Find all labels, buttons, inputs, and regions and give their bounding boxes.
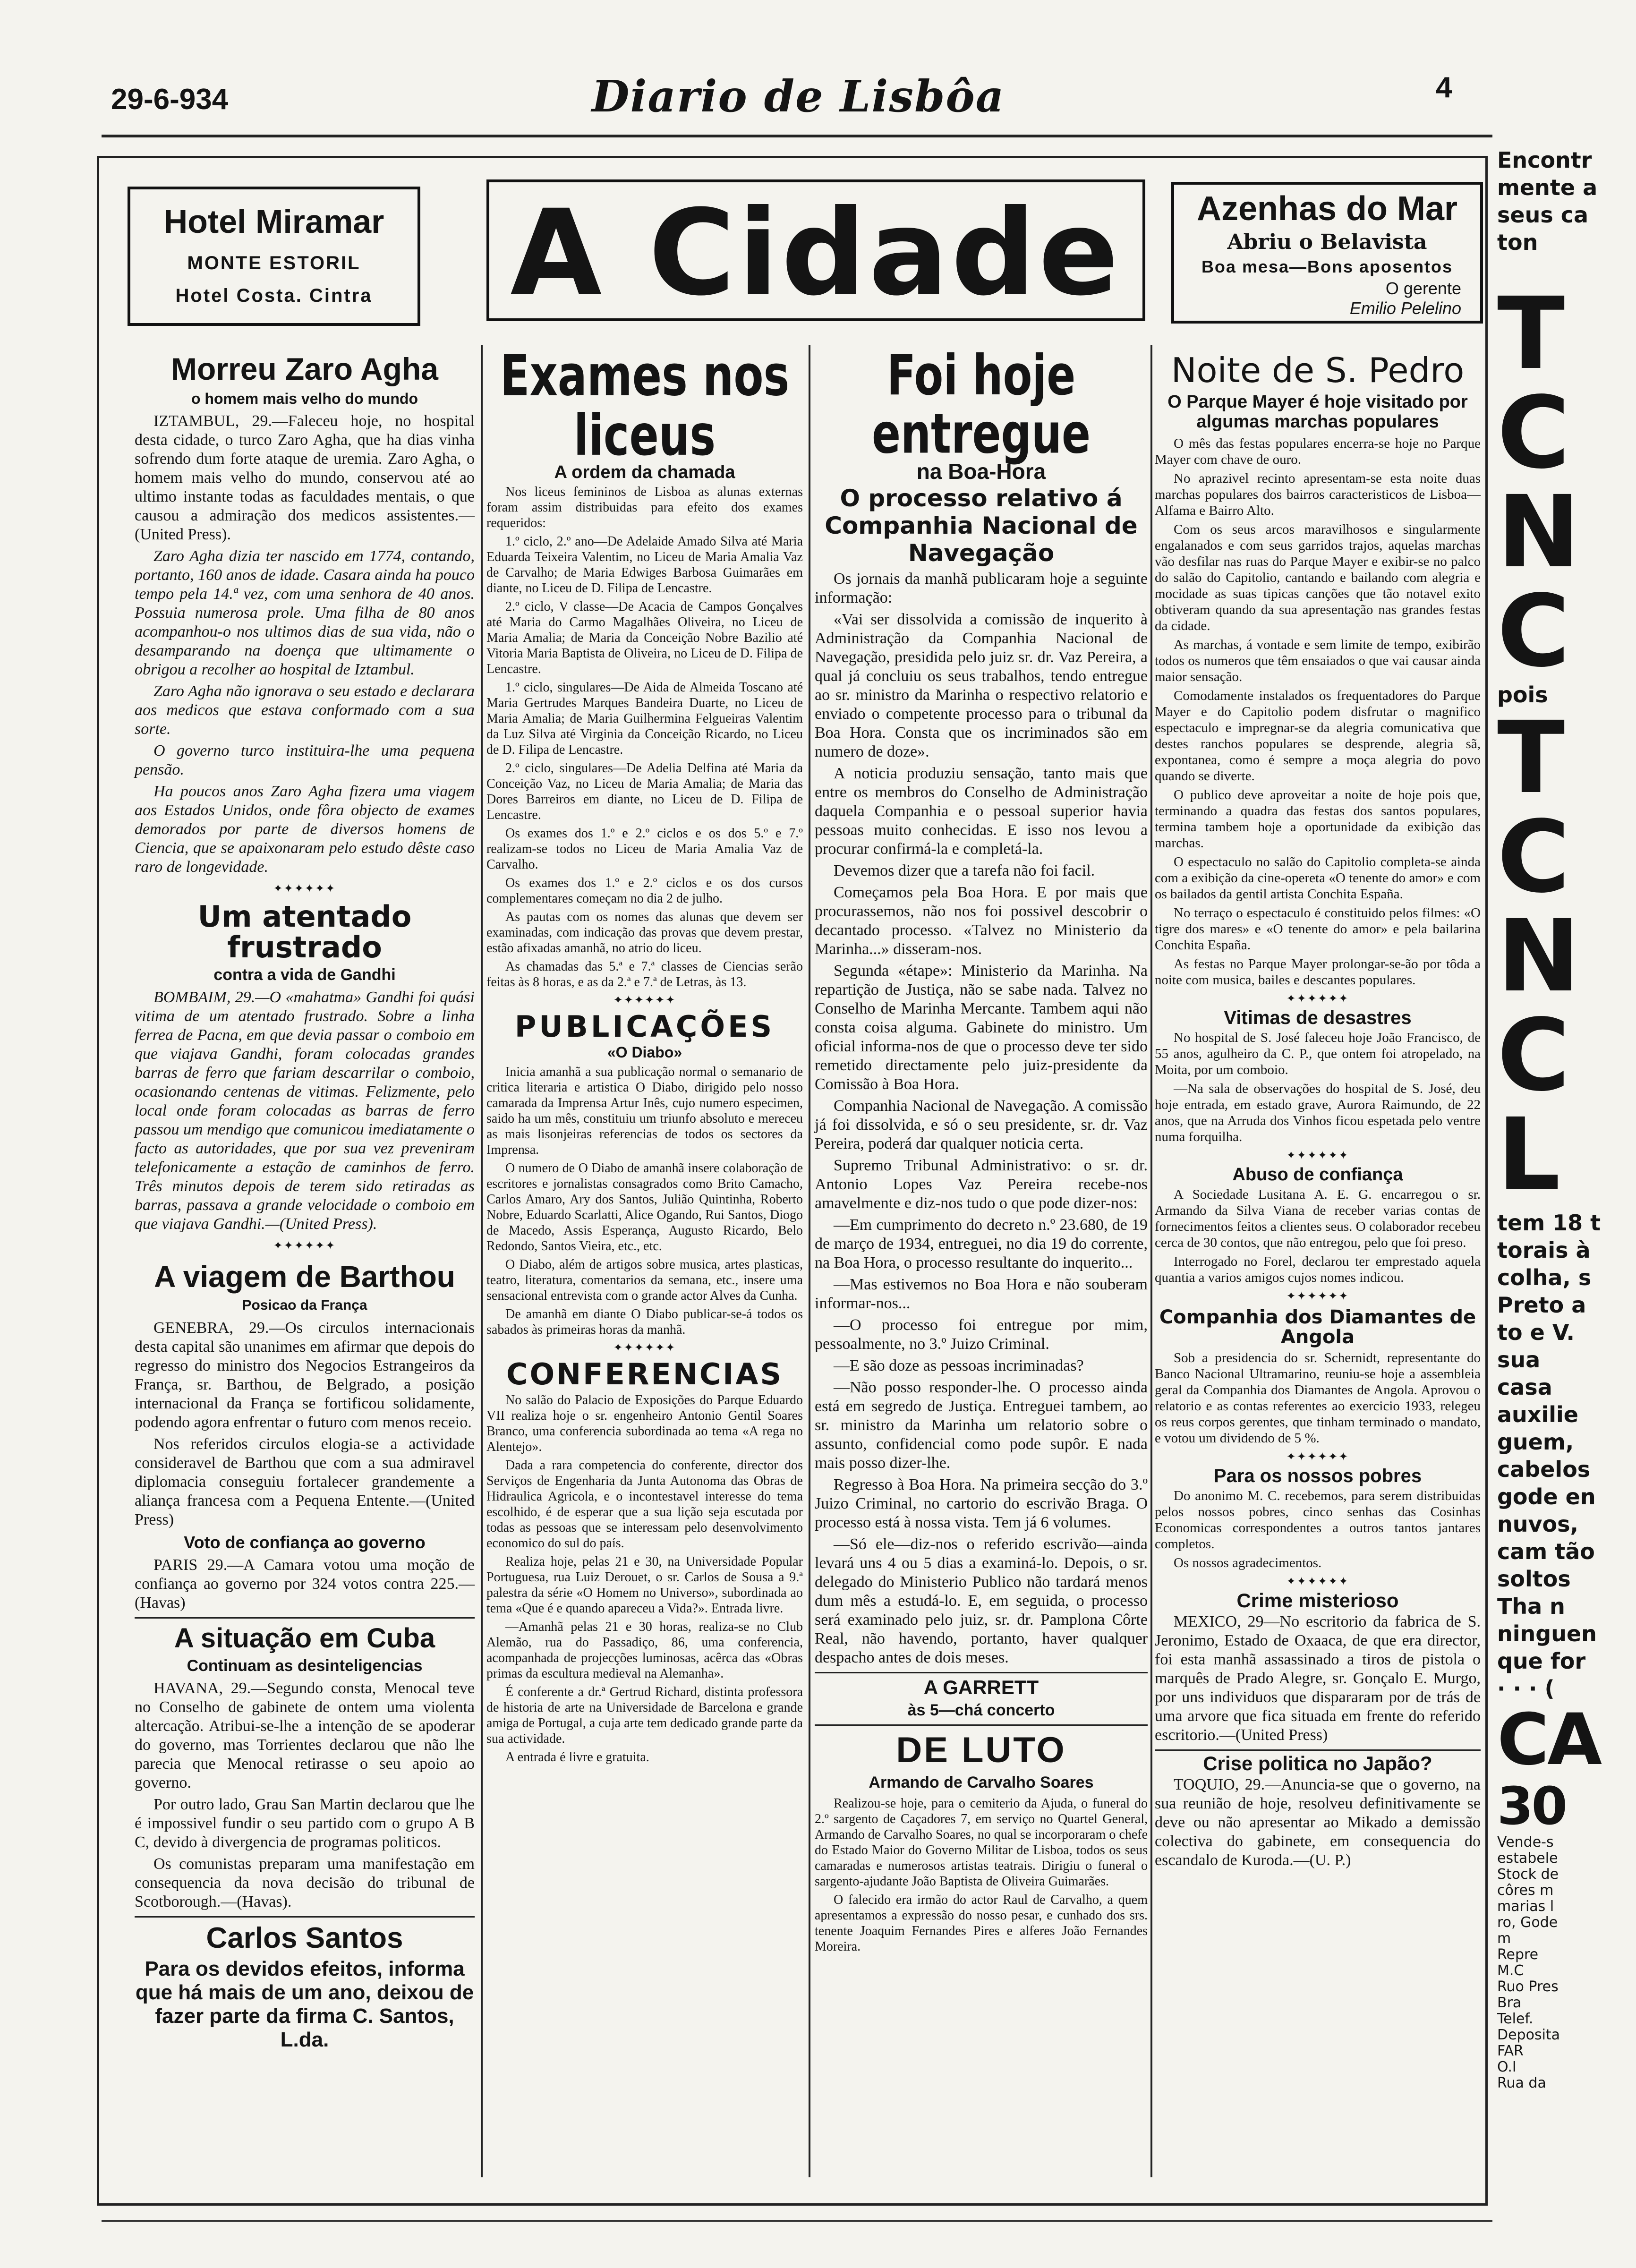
separator-ornament: ✦✦✦✦✦✦ — [1286, 1150, 1349, 1162]
edge-text: colha, s — [1497, 1265, 1592, 1290]
article-paragraph: As festas no Parque Mayer prolongar-se-ão por tôda a noite com musica, bailes e descantes populares. — [1155, 956, 1481, 988]
article-paragraph: «Vai ser dissolvida a comissão de inquerito à Administração da Companhia Nacional de Navegação, presidida pelo juiz sr. dr. Vaz Pereira, a qual já concluiu os seus trabalhos, tendo entregue ao sr. ministro da Marinha o respectivo relatorio e enviado o competente processo para o tribunal da Boa Hora. Consta que os incriminados são em numero de doze». — [815, 611, 1148, 760]
headline-cuba: A situação em Cuba — [174, 1623, 435, 1654]
article-paragraph: Realizou-se hoje, para o cemiterio da Ajuda, o funeral do 2.º sargento de Caçadores 7, em serviço no Quartel General, Armando de Carvalho Soares, no qual se incorporaram o chefe do Estado Maior do Governo Militar de Lisboa, todos os seus camaradas e numerosos artistas teatrais. Dirigiu o funeral o sargento-ajudante João Baptista de Oliveira Guimarães. — [815, 1796, 1148, 1889]
article-paragraph: 2.º ciclo, singulares—De Adelia Delfina até Maria da Conceição Vaz, no Liceu de Maria Amalia; de Maria das Dores Barreiros em diante, no Liceu de D. Filipa de Lencastre. — [486, 761, 803, 823]
article-paragraph: Inicia amanhã a sua publicação normal o semanario de critica literaria e artistica O Diabo, dirigido pelo nosso camarada da Imprensa Artur Inês, cujo numero especimen, saido ha um mês, constituiu um triunfo absoluto e mereceu as mais lisonjeiras referencias de todos os sectores da Imprensa. — [486, 1065, 803, 1158]
headline-zaro-agha: Morreu Zaro Agha — [171, 351, 438, 386]
edge-text: Bra — [1497, 1995, 1522, 2011]
subhead-cuba: Continuam as desinteligencias — [187, 1656, 423, 1675]
article-paragraph: Por outro lado, Grau San Martin declarou que lhe é impossivel fundir o seu partido com o grupo A B C, devido à divergencia de programas politicos. — [135, 1795, 475, 1851]
article-paragraph: —Mas estivemos no Boa Hora e não souberam informar-nos... — [815, 1276, 1148, 1312]
newspaper-title: Diario de Lisbôa — [591, 71, 1005, 122]
article-paragraph: Devemos dizer que a tarefa não foi facil. — [834, 862, 1095, 879]
section-rule — [1155, 1749, 1481, 1751]
edge-letter: T — [1497, 700, 1563, 816]
section-rule — [135, 1916, 475, 1918]
article-paragraph: Sob a presidencia do sr. Schernidt, representante do Banco Nacional Ultramarino, reuniu-se hoje a assembleia geral da Companhia dos Diamantes de Angola. Aprovou o relatorio e as contas referentes ao exercicio 1933, relegeu os reus corpos gerentes, que tinham terminado o mandato, e votou um dividendo de 5 %. — [1155, 1350, 1481, 1446]
edge-text: M.C — [1497, 1962, 1524, 1979]
edge-text: Telef. — [1497, 2011, 1534, 2027]
ad-miramar-title: Hotel Miramar — [163, 203, 384, 240]
article-paragraph: —Só ele—diz-nos o referido escrivão—ainda levará uns 4 ou 5 dias a examiná-lo. Depois, o sr. delegado do Ministerio Publico não tardará menos dum mês a estudá-lo. E, em seguida, o processo será examinado pelo juiz, sr. dr. Pamplona Côrte Real, não havendo, portanto, haver qualquer despacho antes de dois meses. — [815, 1535, 1148, 1666]
article-paragraph: —Na sala de observações do hospital de S. José, deu hoje entrada, em estado grave, Aurora Raimundo, de 22 anos, que na Arruda dos Vinhos ficou espetada pelo ventre numa forquilha. — [1155, 1081, 1481, 1145]
headline-conferencias: CONFERENCIAS — [506, 1357, 783, 1392]
ad-miramar-line2: Hotel Costa. Cintra — [175, 285, 373, 306]
edge-letter: T — [1497, 276, 1563, 392]
separator-ornament: ✦✦✦✦✦✦ — [1286, 1576, 1349, 1588]
article-paragraph: —E são doze as pessoas incriminadas? — [834, 1357, 1084, 1374]
ad-a-cidade: A Cidade — [486, 179, 1145, 321]
edge-text: Stock de — [1497, 1866, 1559, 1883]
article-paragraph: BOMBAIM, 29.—O «mahatma» Gandhi foi quási vitima de um atentado frustrado. Sobre a linha ferrea de Pacna, em que devia passar o comboio em que viajava Gandhi, foram colocadas grandes barras de ferro que fariam descarrilar o comboio, ocasionando centenas de vitimas. Felizmente, pelo local onde foram colocadas as barras de ferro passou um mendigo que comunicou imediatamente o facto as autoridades, que por sua vez preveniram telefonicamente a estação de caminhos de ferro. Três minutos depois de terem sido retiradas as barras, passava a grande velocidade o comboio em que viajava Gandhi.—(United Press). — [135, 988, 475, 1233]
subhead-processo: O processo relativo á Companhia Nacional de Navegação — [825, 485, 1138, 567]
article-paragraph: Companhia Nacional de Navegação. A comissão já foi dissolvida, e só o seu presidente, sr. dr. Vaz Pereira, poderá dar qualquer noticia certa. — [815, 1097, 1148, 1152]
article-paragraph: A Sociedade Lusitana A. E. G. encarregou o sr. Armando da Silva Viana de receber varias contas de fornecimentos feitos a clientes seus. O colaborador recebeu cerca de 30 contos, que não entregou, pelo que foi preso. — [1155, 1187, 1481, 1251]
separator-ornament: ✦✦✦✦✦✦ — [1286, 993, 1349, 1006]
column-divider — [481, 345, 483, 2177]
edge-text: ninguen — [1497, 1621, 1597, 1646]
article-paragraph: As chamadas das 5.ª e 7.ª classes de Ciencias serão feitas às 8 horas, e as da 2.ª e 7.ª de Letras, às 13. — [486, 959, 803, 990]
adjacent-page-edge — [1497, 146, 1636, 2225]
edge-text: nuvos, — [1497, 1511, 1578, 1537]
subhead-ordem-chamada: A ordem da chamada — [554, 462, 735, 483]
subhead-zaro-agha: o homem mais velho do mundo — [191, 390, 418, 407]
headline-nossos-pobres: Para os nossos pobres — [1213, 1466, 1422, 1487]
edge-text: · · · ( — [1497, 1676, 1555, 1701]
separator-ornament: ✦✦✦✦✦✦ — [273, 1239, 336, 1252]
edge-text: casa — [1497, 1374, 1552, 1400]
edge-text: Ruo Pres — [1497, 1978, 1559, 1995]
subhead-o-diabo: «O Diabo» — [607, 1044, 682, 1061]
ad-azenhas-line4: Emilio Pelelino — [1349, 298, 1461, 318]
article-paragraph: A entrada é livre e gratuita. — [505, 1750, 649, 1765]
edge-text: gode en — [1497, 1484, 1596, 1509]
article-paragraph: O falecido era irmão do actor Raul de Carvalho, a quem apresentamos a expressão do nosso pesar, e cunhado dos srs. tenente Joaquim Fernandes Pires e alferes João Fernandes Moreira. — [815, 1892, 1148, 1954]
article-paragraph: IZTAMBUL, 29.—Faleceu hoje, no hospital desta cidade, o turco Zaro Agha, que ha dias vinha sofrendo dum forte ataque de uremia. Zaro Agha, o homem mais velho do mundo, conservou até ao ultimo instante todas as faculdades mentais, o que causou a admiração dos medicos assistentes.—(United Press). — [135, 412, 475, 543]
column-2 — [486, 343, 803, 1768]
article-paragraph: Os jornais da manhã publicaram hoje a seguinte informação: — [815, 570, 1148, 606]
article-paragraph: HAVANA, 29.—Segundo consta, Menocal teve no Conselho de gabinete de ontem uma violenta altercação. Atribui-se-lhe a intenção de se apoderar do governo, mas Torrientes declarou que não lhe parecia que Menocal retirasse o seu apoio ao governo. — [135, 1679, 475, 1791]
article-paragraph: Regresso à Boa Hora. Na primeira secção do 3.º Juizo Criminal, no cartorio do escrivão Braga. O processo está à nossa vista. Tem já 6 volumes. — [815, 1476, 1148, 1531]
article-paragraph: O numero de O Diabo de amanhã insere colaboração de escritores e jornalistas consagrados como Brito Camacho, Carlos Amaro, Ary dos Santos, Julião Quintinha, Roberto Nobre, Eduardo Scarlatti, Alice Ogando, Rui Santos, Diogo de Macedo, Assis Esperança, Augusto Ricardo, Belo Redondo, Santos Vieira, etc., etc. — [486, 1161, 803, 1254]
ad-garrett-title: A GARRETT — [923, 1676, 1039, 1698]
edge-text: cabelos — [1497, 1457, 1591, 1482]
article-paragraph: Os exames dos 1.º e 2.º ciclos e os dos 5.º e 7.º realizam-se todos no Liceu de Maria Amalia Vaz de Carvalho. — [486, 826, 803, 872]
edge-letter: L — [1497, 1097, 1559, 1212]
headline-crime-misterioso: Crime misterioso — [1236, 1589, 1399, 1612]
column-divider — [809, 345, 810, 2177]
headline-publicacoes: PUBLICAÇÕES — [514, 1009, 775, 1044]
section-rule — [815, 1672, 1148, 1673]
edge-text: Vende-s — [1497, 1834, 1554, 1850]
subhead-boa-hora: na Boa-Hora — [916, 459, 1046, 484]
ad-azenhas-line2: Boa mesa—Bons aposentos — [1201, 257, 1453, 276]
article-paragraph: Nos liceus femininos de Lisboa as alunas externas foram assim distribuidas para efeito dos exames requeridos: — [486, 485, 803, 531]
edge-text: ro, Gode — [1497, 1914, 1558, 1931]
article-paragraph: 1.º ciclo, singulares—De Aida de Almeida Toscano até Maria Gertrudes Marques Bandeira Duarte, no Liceu de Maria Amalia; de Maria Guilhermina Felgueiras Valentim da Luz Silva até Virginia da Conceição Ricardo, no Liceu de D. Filipa de Lencastre. — [486, 680, 803, 758]
headline-de-luto: DE LUTO — [896, 1730, 1066, 1770]
edge-letter: C — [1497, 375, 1568, 491]
edge-text: O.I — [1497, 2059, 1517, 2075]
article-paragraph: Supremo Tribunal Administrativo: o sr. dr. Antonio Lopes Vaz Pereira recebe-nos amavelmente e diz-nos tudo o que pode dizer-nos: — [815, 1157, 1148, 1212]
edge-text: Preto a — [1497, 1292, 1586, 1318]
edge-text: cam tão — [1497, 1539, 1595, 1564]
article-paragraph: —Em cumprimento do decreto n.º 23.680, de 19 de março de 1934, entreguei, no dia 19 do corrente, na Boa Hora, o processo resultante do inquerito... — [815, 1216, 1148, 1271]
edge-text: FAR — [1497, 2043, 1524, 2059]
headline-atentado: Um atentado frustrado — [197, 899, 412, 964]
footer-rule — [102, 2220, 1492, 2222]
article-paragraph: Os comunistas preparam uma manifestação em consequencia da nova decisão do tribunal de Scotborough.—(Havas). — [135, 1855, 475, 1910]
headline-foi-hoje-entregue: Foi hoje entregue — [871, 343, 1091, 466]
subhead-barthou: Posicao da França — [242, 1297, 367, 1313]
ad-azenhas-do-mar — [1171, 182, 1483, 324]
edge-text: Repre — [1497, 1946, 1539, 1963]
article-paragraph: —O processo foi entregue por mim, pessoalmente, no 3.º Juizo Criminal. — [815, 1316, 1148, 1353]
separator-ornament: ✦✦✦✦✦✦ — [613, 994, 676, 1007]
edge-text: m — [1497, 1930, 1511, 1947]
headline-crise-japao: Crise politica no Japão? — [1203, 1752, 1432, 1775]
separator-ornament: ✦✦✦✦✦✦ — [273, 882, 336, 895]
headline-diamantes-angola: Companhia dos Diamantes de Angola — [1159, 1306, 1476, 1348]
edge-text: que for — [1497, 1648, 1586, 1674]
article-paragraph: De amanhã em diante O Diabo publicar-se-á todos os sabados às primeiras horas da manhã. — [486, 1307, 803, 1338]
column-3 — [815, 343, 1148, 1957]
edge-letter: N — [1497, 898, 1578, 1014]
edge-text: Encontr — [1497, 147, 1592, 173]
article-paragraph: Nos referidos circulos elogia-se a actividade consideravel de Barthou que com a sua admiravel diplomacia conseguiu fortalecer grandemente a aliança francesa com a Pequena Entente.—(United Press) — [135, 1435, 475, 1529]
edge-text: estabele — [1497, 1850, 1558, 1867]
article-paragraph: O espectaculo no salão do Capitolio completa-se ainda com a exibição da cine-opereta «O tenente do amor» e com os bailados da gentil artista Conchita España. — [1155, 854, 1481, 902]
subhead-armando-soares: Armando de Carvalho Soares — [869, 1773, 1094, 1791]
article-paragraph: PARIS 29.—A Camara votou uma moção de confiança ao governo por 324 votos contra 225.—(Havas) — [135, 1556, 475, 1612]
separator-ornament: ✦✦✦✦✦✦ — [1286, 1451, 1349, 1464]
headline-voto-confianca: Voto de confiança ao governo — [184, 1533, 426, 1552]
subhead-atentado: contra a vida de Gandhi — [213, 965, 396, 984]
edge-text: to e V. — [1497, 1320, 1575, 1345]
edge-text: guem, — [1497, 1429, 1574, 1455]
edge-text: tem 18 t — [1497, 1210, 1601, 1236]
article-paragraph: O mês das festas populares encerra-se hoje no Parque Mayer com chave de ouro. — [1155, 436, 1481, 468]
edge-letter: N — [1497, 474, 1578, 590]
subhead-parque-mayer: O Parque Mayer é hoje visitado por algumas marchas populares — [1167, 392, 1468, 432]
ad-carlos-santos-text: Para os devidos efeitos, informa que há mais de um ano, deixou de fazer parte da firma C. Santos, L.da. — [135, 1957, 474, 2052]
edge-text: soltos — [1497, 1566, 1571, 1592]
edge-text: pois — [1497, 682, 1548, 708]
headline-exames-liceus: Exames nos liceus — [500, 343, 790, 468]
headline-noite-sao-pedro: Noite de S. Pedro — [1171, 350, 1465, 390]
edge-big-number: 30 — [1497, 1776, 1566, 1836]
headline-abuso-confianca: Abuso de confiança — [1232, 1165, 1403, 1185]
article-paragraph: Realiza hoje, pelas 21 e 30, na Universidade Popular Portuguesa, rua Luiz Derouet, o sr. Carlos de Sousa a 9.ª palestra da série «O Homem no Universo», subordinada ao tema «Que é e quando apareceu a Vida?». Entrada livre. — [486, 1554, 803, 1616]
article-paragraph: No salão do Palacio de Exposições do Parque Eduardo VII realiza hoje o sr. engenheiro Antonio Gentil Soares Branco, uma conferencia subordinada ao tema «A rega no Alentejo». — [486, 1393, 803, 1455]
article-paragraph: —Não posso responder-lhe. O processo ainda está em segredo de Justiça. Entreguei tambem, ao sr. ministro da Marinha um relatorio sobre o assunto, confidencial como pode supôr. E nada mais posso dizer-lhe. — [815, 1379, 1148, 1472]
article-paragraph: GENEBRA, 29.—Os circulos internacionais desta capital são unanimes em afirmar que depois do regresso do ministro dos Negocios Estrangeiros da França, sr. Barthou, de Belgrado, a posição internacional da França se fortificou solidamente, podendo agora enfrentar o futuro com menos receio. — [135, 1319, 475, 1432]
separator-ornament: ✦✦✦✦✦✦ — [1286, 1290, 1349, 1303]
edge-text: côres m — [1497, 1882, 1554, 1899]
article-paragraph: —Amanhã pelas 21 e 30 horas, realiza-se no Club Alemão, rua do Passadiço, 86, uma conferencia, acompanhada de projecções luminosas, acêrca das «Obras primas da escultura medieval na Alemanha». — [486, 1620, 803, 1681]
article-paragraph: 2.º ciclo, V classe—De Acacia de Campos Gonçalves até Maria do Carmo Magalhães Oliveira, no Liceu de Maria Amalia; de Maria da Conceição Nobre Bazilio até Vitoria Maria Baptista de Oliveira, no Liceu de D. Filipa de Lencastre. — [486, 599, 803, 677]
article-paragraph: 1.º ciclo, 2.º ano—De Adelaide Amado Silva até Maria Eduarda Teixeira Valentim, no Liceu de Maria Amalia Vaz de Carvalho; de Maria Edwiges Barbosa Guimarães em diante, no Liceu de D. Filipa de Lencastre. — [486, 534, 803, 596]
edge-text: Tha n — [1497, 1594, 1565, 1619]
edge-text: Deposita — [1497, 2027, 1560, 2043]
edge-text: torais à — [1497, 1237, 1591, 1263]
edge-big-text: CA — [1497, 1699, 1601, 1781]
article-paragraph: Começamos pela Boa Hora. E por mais que procurassemos, não nos foi possivel descobrir o decantado processo. «Talvez no Ministerio da Marinha...» disseram-nos. — [815, 884, 1148, 958]
article-paragraph: Do anonimo M. C. recebemos, para serem distribuidas pelos nossos pobres, cinco senhas das Cosinhas Economicas correspondentes a outros tantos jantares completos. — [1155, 1488, 1481, 1552]
article-paragraph: Ha poucos anos Zaro Agha fizera uma viagem aos Estados Unidos, onde fôra objecto de exames demorados por parte de diversos homens de Ciencia, que se apaixonaram pelo estudo dêste caso raro de longevidade. — [135, 782, 475, 876]
edge-text: sua — [1497, 1347, 1541, 1373]
article-paragraph: Comodamente instalados os frequentadores do Parque Mayer e do Capitolio podem disfrutar o magnifico espectaculo e impregnar-se da alegria comunicativa que destes ranchos populares se desprende, alegria sã, expontanea, como é sempre a moça alegria do povo quando se diverte. — [1155, 688, 1481, 784]
ad-azenhas-line3: O gerente — [1385, 279, 1461, 298]
column-1 — [135, 352, 475, 2052]
ad-garrett-sub: às 5—chá concerto — [907, 1701, 1055, 1719]
edge-text: auxilie — [1497, 1402, 1578, 1427]
ad-hotel-miramar — [128, 187, 420, 326]
article-paragraph: As pautas com os nomes das alunas que devem ser examinadas, com indicação das provas que devem prestar, estão afixadas amanhã, no atrio do liceu. — [486, 910, 803, 956]
edge-letter: C — [1497, 799, 1568, 915]
separator-ornament: ✦✦✦✦✦✦ — [613, 1342, 676, 1355]
article-paragraph: No terraço o espectaculo é constituido pelos filmes: «O tigre dos mares» e «O tenente do amor» e pela bailarina Conchita España. — [1155, 905, 1481, 953]
edge-text: seus ca — [1497, 202, 1589, 228]
masthead-rule — [102, 135, 1492, 137]
article-paragraph: Interrogado no Forel, declarou ter emprestado aquela quantia a varios amigos cujos nomes indicou. — [1155, 1254, 1481, 1286]
ad-azenhas-line1: Abriu o Belavista — [1227, 230, 1427, 254]
article-paragraph: Dada a rara competencia do conferente, director dos Serviços de Engenharia da Junta Autonoma das Obras de Hidraulica Agricola, e o incontestavel interesse do tema escolhido, é de esperar que a sua lição seja escutada por todas as pessoas que se interessam pelo desenvolvimento economico do sul do país. — [486, 1458, 803, 1551]
headline-vitimas: Vitimas de desastres — [1224, 1007, 1412, 1029]
edge-letter: C — [1497, 998, 1568, 1113]
edge-text: Rua da — [1497, 2075, 1546, 2091]
ad-miramar-line1: MONTE ESTORIL — [187, 253, 361, 273]
article-paragraph: Com os seus arcos maravilhosos e singularmente engalanados e com seus garridos trajos, aquelas marchas vão desfilar nas ruas do Parque Mayer e exibir-se no palco do salão do Capitolio, cantando e bailando com alegria e mocidade as suas tipicas canções que tão notavel exito obtiveram quando da sua apresentação nas grandes festas da cidade. — [1155, 522, 1481, 634]
issue-date: 29-6-934 — [111, 83, 229, 116]
column-4 — [1155, 352, 1481, 1873]
article-paragraph: MEXICO, 29—No escritorio da fabrica de S. Jeronimo, Estado de Oxaaca, de que era director, foi esta manhã assassinado a tiros de pistola o marquês de Prado Alegre, sr. Gonçalo E. Murgo, por uns individuos que dispararam por de trás de uma arvore que fica situada em frente do referido escritorio.—(United Press) — [1155, 1613, 1481, 1744]
article-paragraph: No aprazivel recinto apresentam-se esta noite duas marchas populares dos bairros caracteristicos de Lisboa—Alfama e Bairro Alto. — [1155, 471, 1481, 519]
edge-text: ton — [1497, 230, 1538, 255]
section-rule — [135, 1617, 475, 1619]
edge-letter: C — [1497, 573, 1568, 689]
article-paragraph: Zaro Agha dizia ter nascido em 1774, contando, portanto, 160 anos de idade. Casara ainda ha pouco tempo pela 14.ª vez, com uma senhora de 40 anos. Possuia numerosa prole. Uma filha de 80 anos acompanhou-o nos ultimos dias de sua vida, não o desamparando na doença que ultimamente o obrigou a recolher ao hospital de Iztambul. — [135, 547, 475, 678]
article-paragraph: Os nossos agradecimentos. — [1174, 1555, 1322, 1571]
article-paragraph: Zaro Agha não ignorava o seu estado e declarara aos medicos que estava conformado com a sua sorte. — [135, 682, 475, 738]
article-paragraph: No hospital de S. José faleceu hoje João Francisco, de 55 anos, agulheiro da C. P., que ontem foi atropelado, na Moita, por um comboio. — [1155, 1030, 1481, 1078]
article-paragraph: O Diabo, além de artigos sobre musica, artes plasticas, teatro, literatura, comentarios da semana, etc., insere uma sensacional entrevista com o grande actor Alves da Cunha. — [486, 1257, 803, 1304]
article-paragraph: A noticia produziu sensação, tanto mais que entre os membros do Conselho de Administração daquela Companhia e o pessoal superior havia pessoas muito conhecidas. E isso nos levou a procurar confirmá-la e completá-la. — [815, 765, 1148, 858]
article-paragraph: TOQUIO, 29.—Anuncia-se que o governo, na sua reunião de hoje, resolveu definitivamente se deve ou não apresentar ao Mikado a demissão colectiva do gabinete, em consequencia do escandalo de Kuroda.—(U. P.) — [1155, 1776, 1481, 1869]
headline-barthou: A viagem de Barthou — [154, 1259, 455, 1294]
edge-text: mente a — [1497, 175, 1598, 200]
article-paragraph: Segunda «étape»: Ministerio da Marinha. Na repartição de Justiça, não se sabe nada. Talvez no Conselho de Marinha Mercante. Tambem aqui não consta coisa alguma. Gabinete do ministro. Um oficial informa-nos de que o processo deve ter sido remetido directamente pelo juiz-presidente da Comissão à Boa Hora. — [815, 962, 1148, 1093]
page-number: 4 — [1436, 71, 1452, 104]
ad-carlos-santos-title: Carlos Santos — [206, 1921, 403, 1954]
ad-azenhas-title: Azenhas do Mar — [1196, 190, 1458, 228]
edge-text: marias l — [1497, 1898, 1554, 1915]
article-paragraph: É conferente a dr.ª Gertrud Richard, distinta professora de historia de arte na Universidade de Barcelona e grande amiga de Portugal, a cuja arte tem dedicado grande parte da sua actividade. — [486, 1685, 803, 1747]
article-paragraph: Os exames dos 1.º e 2.º ciclos e os dos cursos complementares começam no dia 2 de julho. — [486, 876, 803, 906]
article-paragraph: O publico deve aproveitar a noite de hoje pois que, terminando a quadra das festas dos santos populares, termina tambem hoje a oportunidade da exibição das marchas. — [1155, 787, 1481, 851]
section-rule — [815, 1724, 1148, 1726]
article-paragraph: As marchas, á vontade e sem limite de tempo, exibirão todos os numeros que têm ensaiados o que vai causar ainda maior sensação. — [1155, 637, 1481, 685]
column-divider — [1150, 345, 1152, 2177]
article-paragraph: O governo turco instituira-lhe uma pequena pensão. — [135, 742, 475, 778]
